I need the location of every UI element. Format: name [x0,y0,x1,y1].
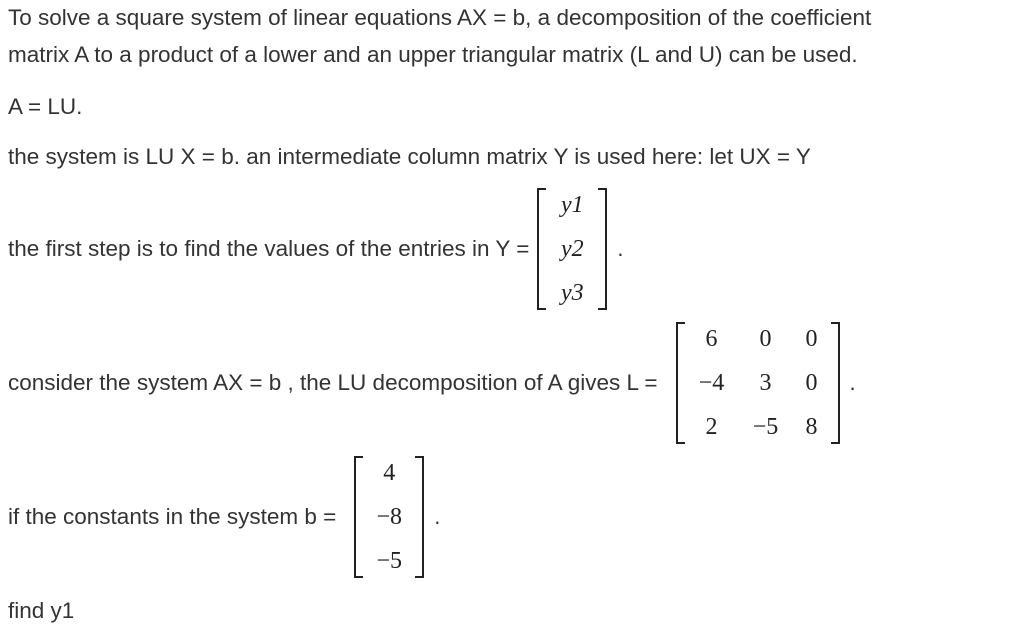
y-matrix-left-bracket [537,188,546,310]
first-step-row [8,188,623,310]
b-matrix-right-bracket [415,456,424,578]
l-entry-1-1: 6 [705,326,718,352]
b-matrix [354,456,424,578]
b-entry-2: −8 [376,504,403,530]
l-entry-1-3: 0 [805,326,818,352]
intro-line-2: matrix A to a product of a lower and an upper triangular matrix (L and U) can be used. [8,42,858,67]
l-entry-1-2: 0 [759,326,772,352]
consider-text: consider the system AX = b , the LU decomposition of A gives L = [8,370,658,395]
question: find y1 [8,598,75,623]
constants-period: . [434,504,441,529]
l-matrix-left-bracket [676,322,685,444]
l-entry-3-2: −5 [752,414,779,440]
b-matrix-left-bracket [354,456,363,578]
l-matrix-cells [685,322,831,444]
y-matrix-cells [546,188,598,310]
lu-equation: A = LU. [8,94,83,119]
l-entry-2-1: −4 [698,370,725,396]
first-step-period: . [617,236,624,261]
b-matrix-cells [363,456,415,578]
first-step-text: the first step is to find the values of the entries in Y = [8,236,530,261]
l-matrix-right-bracket [831,322,840,444]
b-entry-1: 4 [383,460,396,486]
system-statement: the system is LU X = b. an intermediate column matrix Y is used here: let UX = Y [8,144,811,169]
l-entry-2-3: 0 [805,370,818,396]
b-entry-3: −5 [376,548,403,574]
l-entry-3-1: 2 [705,414,718,440]
y-entry-2: y2 [561,236,584,262]
l-matrix [676,322,840,444]
y-matrix [537,188,607,310]
y-entry-1: y1 [561,192,584,218]
y-matrix-right-bracket [598,188,607,310]
intro-line-1: To solve a square system of linear equations AX = b, a decomposition of the coefficient [8,5,872,30]
constants-row [8,456,440,578]
constants-text: if the constants in the system b = [8,504,337,529]
l-entry-3-3: 8 [805,414,818,440]
consider-period: . [849,370,856,395]
consider-row [8,322,856,444]
y-entry-3: y3 [561,280,584,306]
l-entry-2-2: 3 [759,370,772,396]
